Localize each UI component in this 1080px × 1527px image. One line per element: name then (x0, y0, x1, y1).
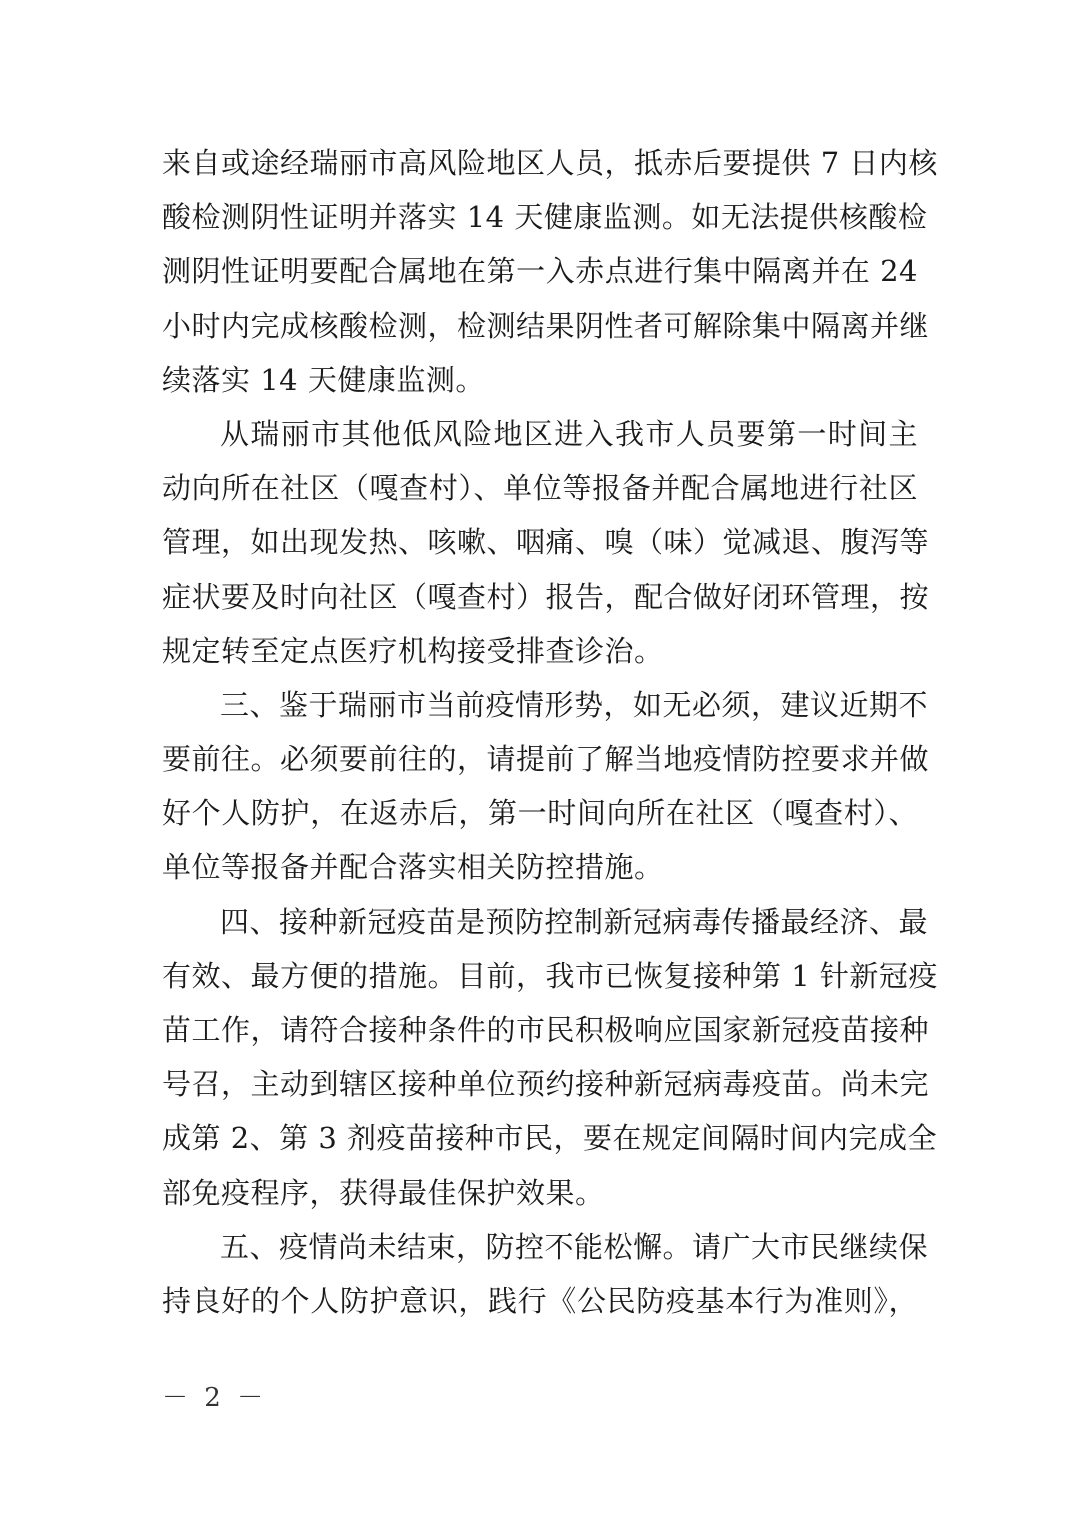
text-line: 测阴性证明要配合属地在第一入赤点进行集中隔离并在 24 (162, 254, 918, 289)
text-line: 规定转至定点医疗机构接受排查诊治。 (162, 633, 664, 668)
page-number: － 2 － (162, 1383, 268, 1413)
text-line: 小时内完成核酸检测，检测结果阴性者可解除集中隔离并继 (162, 308, 930, 343)
text-line: 续落实 14 天健康监测。 (162, 362, 485, 397)
text-line: 动向所在社区（嘎查村）、单位等报备并配合属地进行社区 (162, 471, 918, 506)
text-line: 五、疫情尚未结束，防控不能松懈。请广大市民继续保 (220, 1229, 929, 1264)
text-line: 症状要及时向社区（嘎查村）报告，配合做好闭环管理，按 (162, 579, 930, 614)
text-line: 酸检测阴性证明并落实 14 天健康监测。如无法提供核酸检 (162, 200, 928, 235)
text-line: 四、接种新冠疫苗是预防控制新冠病毒传播最经济、最 (220, 904, 929, 939)
text-line: 从瑞丽市其他低风险地区进入我市人员要第一时间主 (220, 416, 918, 451)
text-line: 来自或途经瑞丽市高风险地区人员，抵赤后要提供 7 日内核 (162, 146, 938, 180)
text-line: 有效、最方便的措施。目前，我市已恢复接种第 1 针新冠疫 (162, 958, 938, 993)
text-line: 要前往。必须要前往的，请提前了解当地疫情防控要求并做 (162, 742, 930, 777)
text-line: 部免疫程序，获得最佳保护效果。 (162, 1175, 605, 1210)
text-line: 成第 2、第 3 剂疫苗接种市民，要在规定间隔时间内完成全 (162, 1121, 938, 1156)
body-text (162, 136, 938, 1328)
text-line: 单位等报备并配合落实相关防控措施。 (162, 850, 664, 885)
text-line: 三、鉴于瑞丽市当前疫情形势，如无必须，建议近期不 (220, 687, 929, 722)
text-line: 管理，如出现发热、咳嗽、咽痛、嗅（味）觉减退、腹泻等 (162, 525, 930, 560)
text-line: 号召，主动到辖区接种单位预约接种新冠病毒疫苗。尚未完 (162, 1067, 930, 1102)
text-line: 持良好的个人防护意识，践行《公民防疫基本行为准则》， (162, 1283, 918, 1318)
text-line: 苗工作，请符合接种条件的市民积极响应国家新冠疫苗接种 (162, 1013, 930, 1047)
text-line: 好个人防护，在返赤后，第一时间向所在社区（嘎查村）、 (162, 796, 918, 831)
